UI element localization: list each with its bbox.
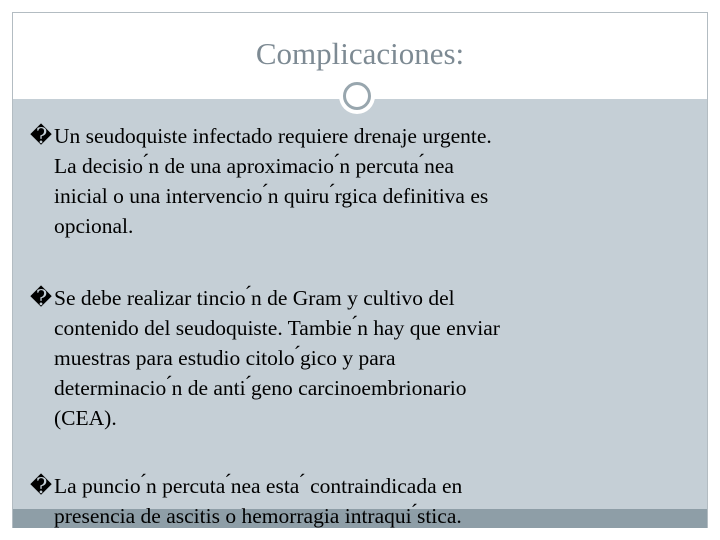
bullet-line: �Se debe realizar tincio ́n de Gram y cultivo del bbox=[30, 283, 700, 313]
bullet-line: muestras para estudio citolo ́gico y para bbox=[54, 346, 396, 370]
bullet-line: opcional. bbox=[54, 214, 134, 238]
bullet-marker-icon: � bbox=[30, 286, 53, 310]
bullet-line: La decisio ́n de una aproximacio ́n percuta ́nea bbox=[54, 154, 454, 178]
bullet-line: determinacio ́n de anti ́geno carcinoembrionario bbox=[54, 376, 467, 400]
bullet-line: presencia de ascitis o hemorragia intraqui ́stica. bbox=[54, 504, 462, 528]
bullet-marker-icon: � bbox=[30, 474, 53, 498]
bullet-item-1 bbox=[30, 121, 700, 241]
bullet-line: (CEA). bbox=[54, 406, 117, 430]
bullet-item-3 bbox=[30, 471, 700, 531]
bullet-line: contenido del seudoquiste. Tambie ́n hay que enviar bbox=[54, 316, 500, 340]
bullet-line: �La puncio ́n percuta ́nea esta ́ contraindicada en bbox=[30, 471, 700, 501]
bullet-item-2 bbox=[30, 283, 700, 433]
decorative-circle-icon bbox=[339, 78, 375, 114]
bullet-line: �Un seudoquiste infectado requiere drenaje urgente. bbox=[30, 121, 700, 151]
bullet-marker-icon: � bbox=[30, 124, 53, 148]
bullet-line: inicial o una intervencio ́n quiru ́rgica definitiva es bbox=[54, 184, 489, 208]
slide-title: Complicaciones: bbox=[255, 36, 465, 71]
